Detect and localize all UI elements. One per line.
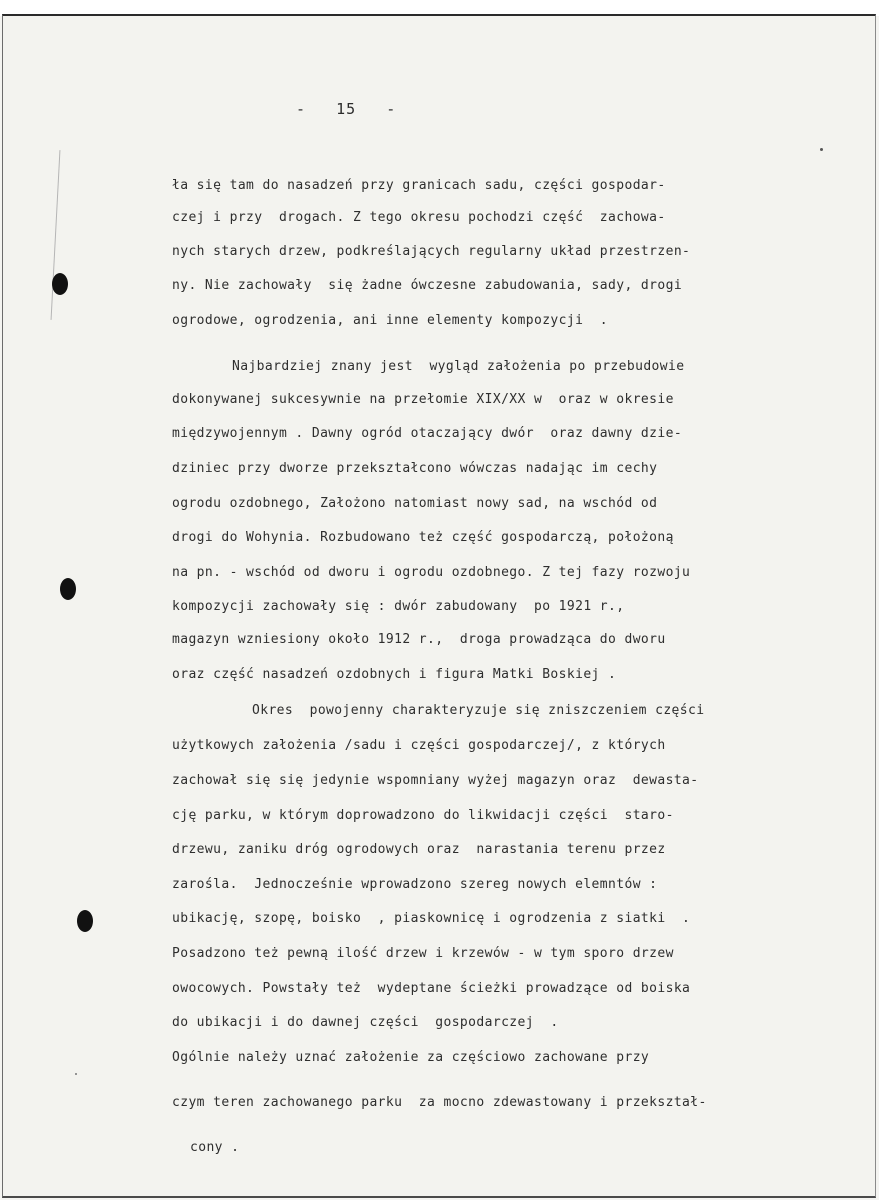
text-line-9: dziniec przy dworze przekształcono wówczas nadając im cechy xyxy=(172,461,658,476)
punch-hole-middle xyxy=(60,578,76,600)
text-line-1: ła się tam do nasadzeń przy granicach sadu, części gospodar- xyxy=(172,178,666,193)
text-line-11: drogi do Wohynia. Rozbudowano też część gospodarczą, położoną xyxy=(172,530,674,545)
ink-speck-small xyxy=(75,1073,77,1075)
text-line-14: magazyn wzniesiony około 1912 r., droga prowadząca do dworu xyxy=(172,632,666,647)
text-line-2: czej i przy drogach. Z tego okresu pochodzi część zachowa- xyxy=(172,210,666,225)
text-line-18: zachował się się jedynie wspomniany wyżej magazyn oraz dewasta- xyxy=(172,773,699,788)
text-line-15: oraz część nasadzeń ozdobnych i figura Matki Boskiej . xyxy=(172,667,617,682)
text-line-22: ubikację, szopę, boisko , piaskownicę i ogrodzenia z siatki . xyxy=(172,911,691,926)
ink-speck xyxy=(820,148,823,151)
text-line-16: Okres powojenny charakteryzuje się zniszczeniem części xyxy=(252,703,705,718)
text-line-8: międzywojennym . Dawny ogród otaczający dwór oraz dawny dzie- xyxy=(172,426,683,441)
text-line-27: czym teren zachowanego parku za mocno zdewastowany i przekształ- xyxy=(172,1095,707,1110)
text-line-25: do ubikacji i do dawnej części gospodarczej . xyxy=(172,1015,559,1030)
page-number: - 15 - xyxy=(296,100,397,118)
text-line-17: użytkowych założenia /sadu i części gospodarczej/, z których xyxy=(172,738,666,753)
text-line-23: Posadzono też pewną ilość drzew i krzewów - w tym sporo drzew xyxy=(172,946,674,961)
text-line-21: zarośla. Jednocześnie wprowadzono szereg nowych elemntów : xyxy=(172,877,658,892)
text-line-6: Najbardziej znany jest wygląd założenia po przebudowie xyxy=(232,359,685,374)
text-line-20: drzewu, zaniku dróg ogrodowych oraz narastania terenu przez xyxy=(172,842,666,857)
text-line-10: ogrodu ozdobnego, Założono natomiast nowy sad, na wschód od xyxy=(172,496,658,511)
text-line-26: Ogólnie należy uznać założenie za częściowo zachowane przy xyxy=(172,1050,650,1065)
text-line-4: ny. Nie zachowały się żadne ówczesne zabudowania, sady, drogi xyxy=(172,278,683,293)
punch-hole-top xyxy=(52,273,68,295)
text-line-24: owocowych. Powstały też wydeptane ścieżki prowadzące od boiska xyxy=(172,981,691,996)
text-line-13: kompozycji zachowały się : dwór zabudowany po 1921 r., xyxy=(172,599,625,614)
text-line-3: nych starych drzew, podkreślających regularny układ przestrzen- xyxy=(172,244,691,259)
punch-hole-bottom xyxy=(77,910,93,932)
text-line-12: na pn. - wschód od dworu i ogrodu ozdobnego. Z tej fazy rozwoju xyxy=(172,565,691,580)
text-line-7: dokonywanej sukcesywnie na przełomie XIX/XX w oraz w okresie xyxy=(172,392,674,407)
text-line-28: cony . xyxy=(190,1140,240,1155)
text-line-5: ogrodowe, ogrodzenia, ani inne elementy kompozycji . xyxy=(172,313,609,328)
text-line-19: cję parku, w którym doprowadzono do likwidacji części staro- xyxy=(172,808,674,823)
